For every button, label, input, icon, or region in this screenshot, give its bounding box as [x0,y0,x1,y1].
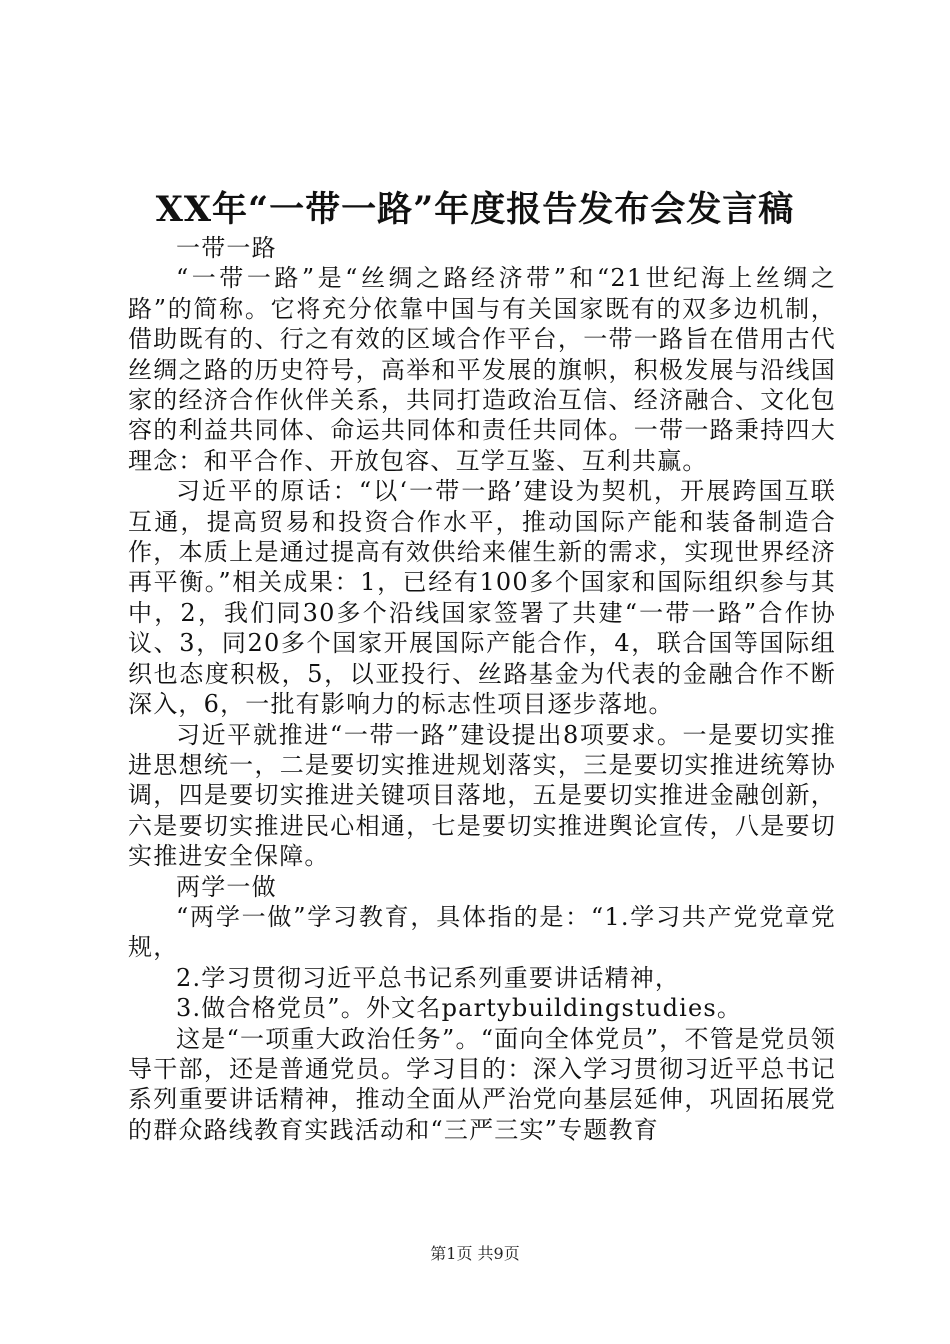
page-number-footer: 第1页 共9页 [430,1244,520,1263]
section-heading-two-studies: 两学一做 [176,872,277,901]
document-title: XX年“一带一路”年度报告发布会发言稿 [155,189,795,230]
paragraph-eight-requirements: 习近平就推进“一带一路”建设提出8项要求。一是要切实推进思想统一，二是要切实推进规划落实，三是要切实推进统筹协调，四是要切实推进关键项目落地，五是要切实推进金融创新，六是要切实推进民心相通，七是要切实推进舆论宣传，八是要切实推进安全保障。 [128,720,836,871]
paragraph-two-studies-definition: “两学一做”学习教育，具体指的是：“1.学习共产党党章党规， [128,902,836,962]
paragraph-xi-quote: 习近平的原话：“以‘一带一路’建设为契机，开展跨国互联互通，提高贸易和投资合作水平，推动国际产能和装备制造合作，本质上是通过提高有效供给来催生新的需求，实现世界经济再平衡。”相关成果：1，已经有100多个国家和国际组织参与其中，2，我们同30多个沿线国家签署了共建“一带一路”合作协议、3，同20多个国家开展国际产能合作，4，联合国等国际组织也态度积极，5，以亚投行、丝路基金为代表的金融合作不断深入，6，一批有影响力的标志性项目逐步落地。 [128,477,836,719]
paragraph-political-task: 这是“一项重大政治任务”。“面向全体党员”，不管是党员领导干部，还是普通党员。学习目的：深入学习贯彻习近平总书记系列重要讲话精神，推动全面从严治党向基层延伸，巩固拓展党的群众路线教育实践活动和“三严三实”专题教育 [128,1024,836,1144]
paragraph-belt-road-definition: “一带一路”是“丝绸之路经济带”和“21世纪海上丝绸之路”的简称。它将充分依靠中国与有关国家既有的双多边机制，借助既有的、行之有效的区域合作平台，一带一路旨在借用古代丝绸之路的历史符号，高举和平发展的旗帜，积极发展与沿线国家的经济合作伙伴关系，共同打造政治互信、经济融合、文化包容的利益共同体、命运共同体和责任共同体。一带一路秉持四大理念：和平合作、开放包容、互学互鉴、互利共赢。 [128,264,836,475]
document-body [128,233,836,1145]
paragraph-two-studies-item-2: 2.学习贯彻习近平总书记系列重要讲话精神， [176,963,681,992]
paragraph-two-studies-item-3: 3.做合格党员”。外文名partybuildingstudies。 [176,994,743,1023]
section-heading-belt-road: 一带一路 [176,234,277,262]
